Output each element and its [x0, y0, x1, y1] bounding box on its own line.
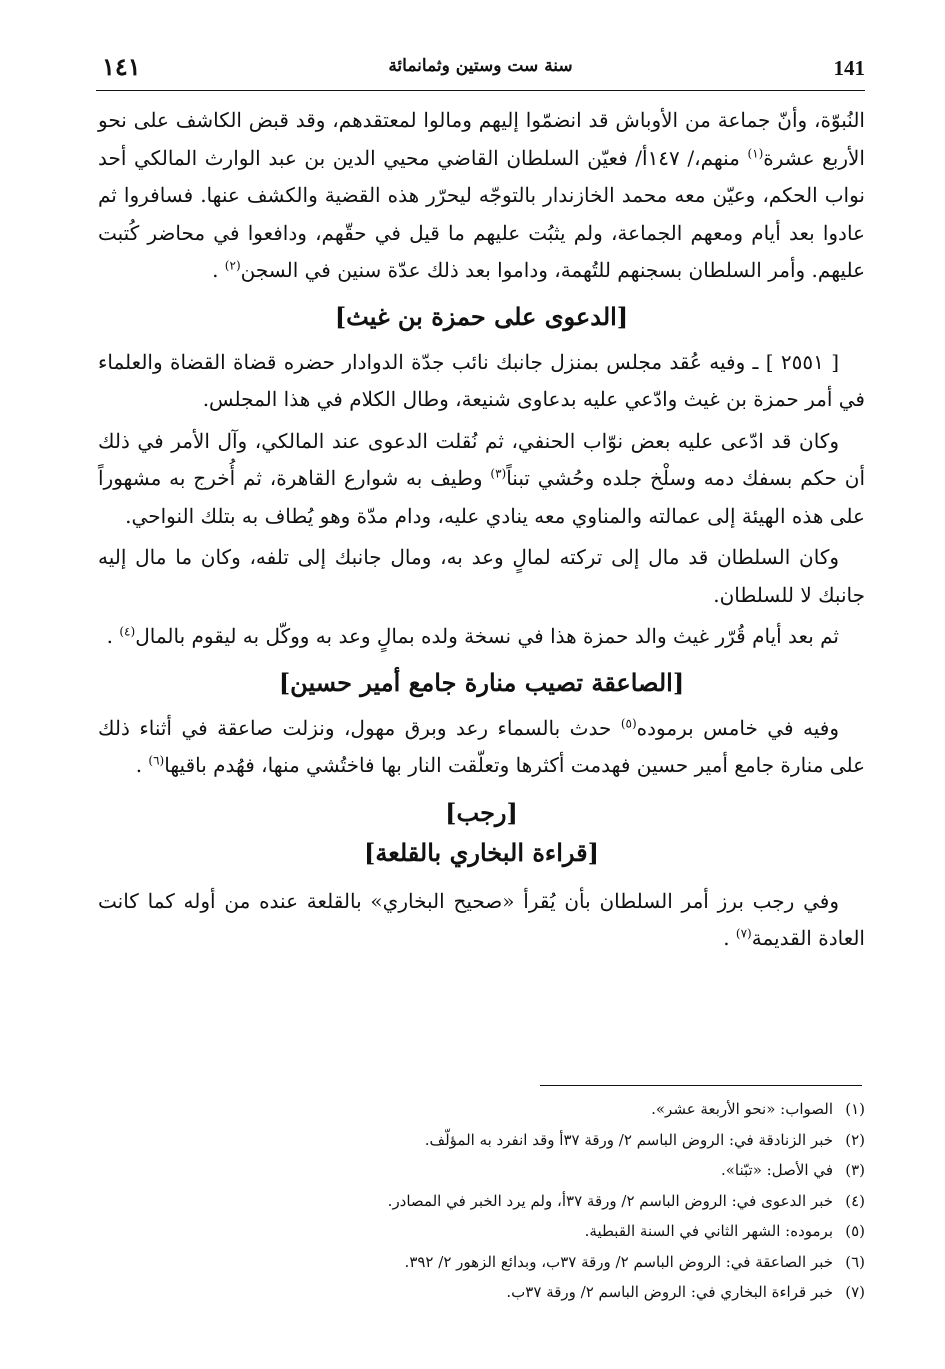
footnote-number: (٢) [845, 1130, 865, 1149]
footnote-item [98, 1277, 865, 1308]
footnote-ref-6: (٦) [148, 753, 165, 768]
heading-rajab: [رجب] [445, 797, 518, 827]
footnote-text: خبر قراءة البخاري في: الروض الباسم ٢/ ورقة ٣٧ب. [506, 1283, 833, 1301]
footnote-item [98, 1155, 865, 1186]
footnote-number: (٦) [845, 1252, 865, 1271]
footnote-ref-7: (٧) [735, 926, 752, 941]
paragraph-2: [ ٢٥٥١ ] ـ وفيه عُقد مجلس بمنزل جانبك نائب جدّة الدوادار حضره قضاة القضاة والعلماء في أمر حمزة بن غيث وادّعي عليه بدعاوى شنيعة، وطال الكلام في هذا المجلس. [98, 349, 865, 411]
footnote-item [98, 1094, 865, 1125]
footnote-number: (٣) [845, 1161, 865, 1179]
footnote-number: (٧) [845, 1283, 865, 1301]
header-rule [96, 90, 865, 91]
paragraph-1-text: النُبوّة، وأنّ جماعة من الأوباش قد انضمّوا إليهم ومالوا لمعتقدهم، وقد قبض الكاشف على نحو الأربع عشرة [98, 108, 865, 170]
footnote-ref-2: (٢) [224, 258, 241, 273]
paragraph-1-text-cont: منهم،/ ١٤٧أ/ فعيّن السلطان القاضي محيي الدين بن عبد الوارث المالكي أحد نواب الحكم، وعيّن معه محمد الخازندار بالتوجّه ليحرّر هذه القضية والكشف عنها. فسافروا ثم عادوا بعد أيام ومعهم الجماعة، ولم يثبُت عليهم ما قيل في حقّهم، ودافعوا في محاضر كُتبت عليهم. وأمر السلطان بسجنهم للتُهمة، وداموا بعد ذلك عدّة سنين في السجن [98, 145, 865, 282]
footnote-ref-5: (٥) [620, 715, 637, 730]
footnote-number: (٥) [845, 1222, 865, 1240]
paragraph-4: وكان السلطان قد مال إلى تركته لمالٍ وعد به، ومال جانبك إلى تلفه، وكان ما مال إليه جانبك لا للسلطان. [98, 545, 865, 607]
running-title: سنة ست وستين وثمانمائة [388, 56, 573, 76]
footnote-ref-1: (١) [747, 145, 764, 160]
footnote-number: (١) [845, 1100, 865, 1118]
footnote-item [98, 1247, 865, 1278]
page-number-latin: 141 [833, 56, 865, 80]
paragraph-6-end: . [135, 753, 149, 777]
paragraph-6-text-cont: حدث بالسماء رعد وبرق مهول، ونزلت صاعقة في أثناء ذلك على منارة جامع أمير حسين فهدمت أكثرها وتعلّقت النار بها فاختُشي منها، فهُدم باقيها [98, 715, 865, 777]
footnote-number: (٤) [845, 1191, 865, 1210]
paragraph-7-end: . [723, 926, 736, 950]
heading-bukhari-reading: [قراءة البخاري بالقلعة] [364, 837, 599, 867]
body-text [98, 102, 865, 958]
heading-lightning: [الصاعقة تصيب منارة جامع أمير حسين] [278, 667, 685, 697]
paragraph-5-text: ثم بعد أيام قُرّر غيث والد حمزة هذا في نسخة ولده بمالٍ وعد به ووكّل به ليقوم بالمال [135, 624, 839, 648]
paragraph-5 [98, 618, 865, 656]
paragraph-5-end: . [106, 624, 120, 648]
footnote-text: خبر الصاعقة في: الروض الباسم ٢/ ورقة ٣٧ب، وبدائع الزهور ٢/ ٣٩٢. [404, 1252, 833, 1271]
footnote-separator [540, 1085, 862, 1086]
paragraph-1 [98, 102, 865, 290]
paragraph-7-text: وفي رجب برز أمر السلطان بأن يُقرأ «صحيح البخاري» بالقلعة عنده من أوله كما كانت العادة القديمة [98, 888, 865, 950]
footnote-text: خبر الزنادقة في: الروض الباسم ٢/ ورقة ٣٧أ وقد انفرد به المؤلّف. [424, 1130, 833, 1149]
footnote-item [98, 1125, 865, 1156]
paragraph-6-text: وفيه في خامس برموده [636, 715, 839, 740]
paragraph-7 [98, 883, 865, 958]
footnote-ref-4: (٤) [119, 624, 136, 639]
footnote-item [98, 1186, 865, 1217]
paragraph-6 [98, 710, 865, 785]
page-header [96, 48, 865, 88]
paragraph-3 [98, 423, 865, 536]
page-number-arabic: ١٤١ [102, 52, 141, 81]
footnotes [98, 1094, 865, 1308]
footnote-ref-3: (٣) [490, 466, 507, 481]
paragraph-3-text-cont: وطيف به شوارع القاهرة، ثم أُخرج به مشهوراً على هذه الهيئة إلى عمالته والمناوي معه ينادي عليه، ودام مدّة وهو يُطاف به بتلك النواحي. [98, 466, 865, 528]
footnote-item [98, 1216, 865, 1247]
footnote-text: الصواب: «نحو الأربعة عشر». [651, 1100, 833, 1118]
paragraph-3-text: وكان قد ادّعى عليه بعض نوّاب الحنفي، ثم نُقلت الدعوى عند المالكي، وآل الأمر في ذلك أن حكم بسفك دمه وسلْخ جلده وحُشي تبناً [98, 428, 866, 490]
paragraph-1-end: . [212, 258, 225, 282]
footnote-text: في الأصل: «تبّنا». [720, 1161, 833, 1179]
footnote-text: برموده: الشهر الثاني في السنة القبطية. [584, 1222, 833, 1240]
footnote-text: خبر الدعوى في: الروض الباسم ٢/ ورقة ٣٧أ، ولم يرد الخبر في المصادر. [387, 1191, 833, 1210]
heading-hamza-claim: [الدعوى على حمزة بن غيث] [334, 301, 629, 331]
